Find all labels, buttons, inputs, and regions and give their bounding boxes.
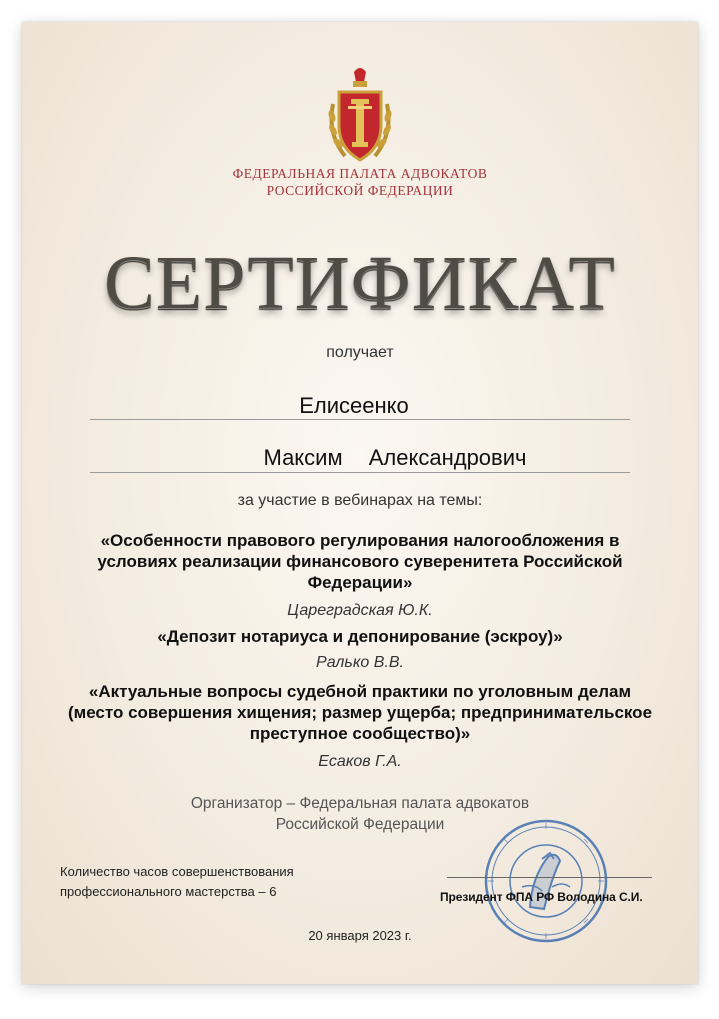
recipient-given-names — [90, 444, 630, 473]
president-signature-text: Президент ФПА РФ Володина С.И. — [440, 890, 643, 904]
organization-name-line2: РОССИЙСКОЙ ФЕДЕРАЦИИ — [266, 183, 454, 198]
hours-line2: профессионального мастерства – 6 — [60, 884, 277, 899]
participation-text: за участие в вебинарах на темы: — [237, 492, 483, 509]
recipient-first-name: Максим — [263, 445, 343, 470]
webinar-topic-1: «Особенности правового регулирования налогообложения в условиях реализации финансового суверенитета Российской Федерации» — [97, 531, 623, 592]
webinar-speaker-3: Есаков Г.А. — [318, 753, 402, 770]
webinar-topic-2: «Депозит нотариуса и депонирование (эскроу)» — [157, 627, 563, 646]
training-hours — [60, 862, 360, 902]
organizer-line1: Организатор – Федеральная палата адвокатов — [190, 795, 530, 812]
recipient-surname: Елисеенко — [90, 392, 630, 420]
certificate-title: СЕРТИФИКАТ — [104, 241, 616, 325]
certificate-date: 20 января 2023 г. — [308, 928, 412, 943]
shield-emblem-icon — [323, 64, 397, 172]
receives-label: получает — [326, 344, 394, 361]
webinar-speaker-2: Ралько В.В. — [316, 654, 404, 671]
webinar-speaker-1: Цареградская Ю.К. — [287, 602, 433, 619]
hours-line1: Количество часов совершенствования — [60, 864, 294, 879]
certificate-sheet — [22, 22, 698, 984]
recipient-patronymic: Александрович — [368, 445, 527, 470]
organizer-line2: Российской Федерации — [275, 816, 445, 833]
organization-name-line1: ФЕДЕРАЛЬНАЯ ПАЛАТА АДВОКАТОВ — [232, 166, 488, 181]
signature-line — [447, 877, 652, 878]
webinar-topic-3: «Актуальные вопросы судебной практики по уголовным делам (место совершения хищения; размер ущерба; предпринимательское преступное сообщество)» — [67, 682, 653, 743]
round-seal-stamp-icon — [482, 817, 610, 945]
